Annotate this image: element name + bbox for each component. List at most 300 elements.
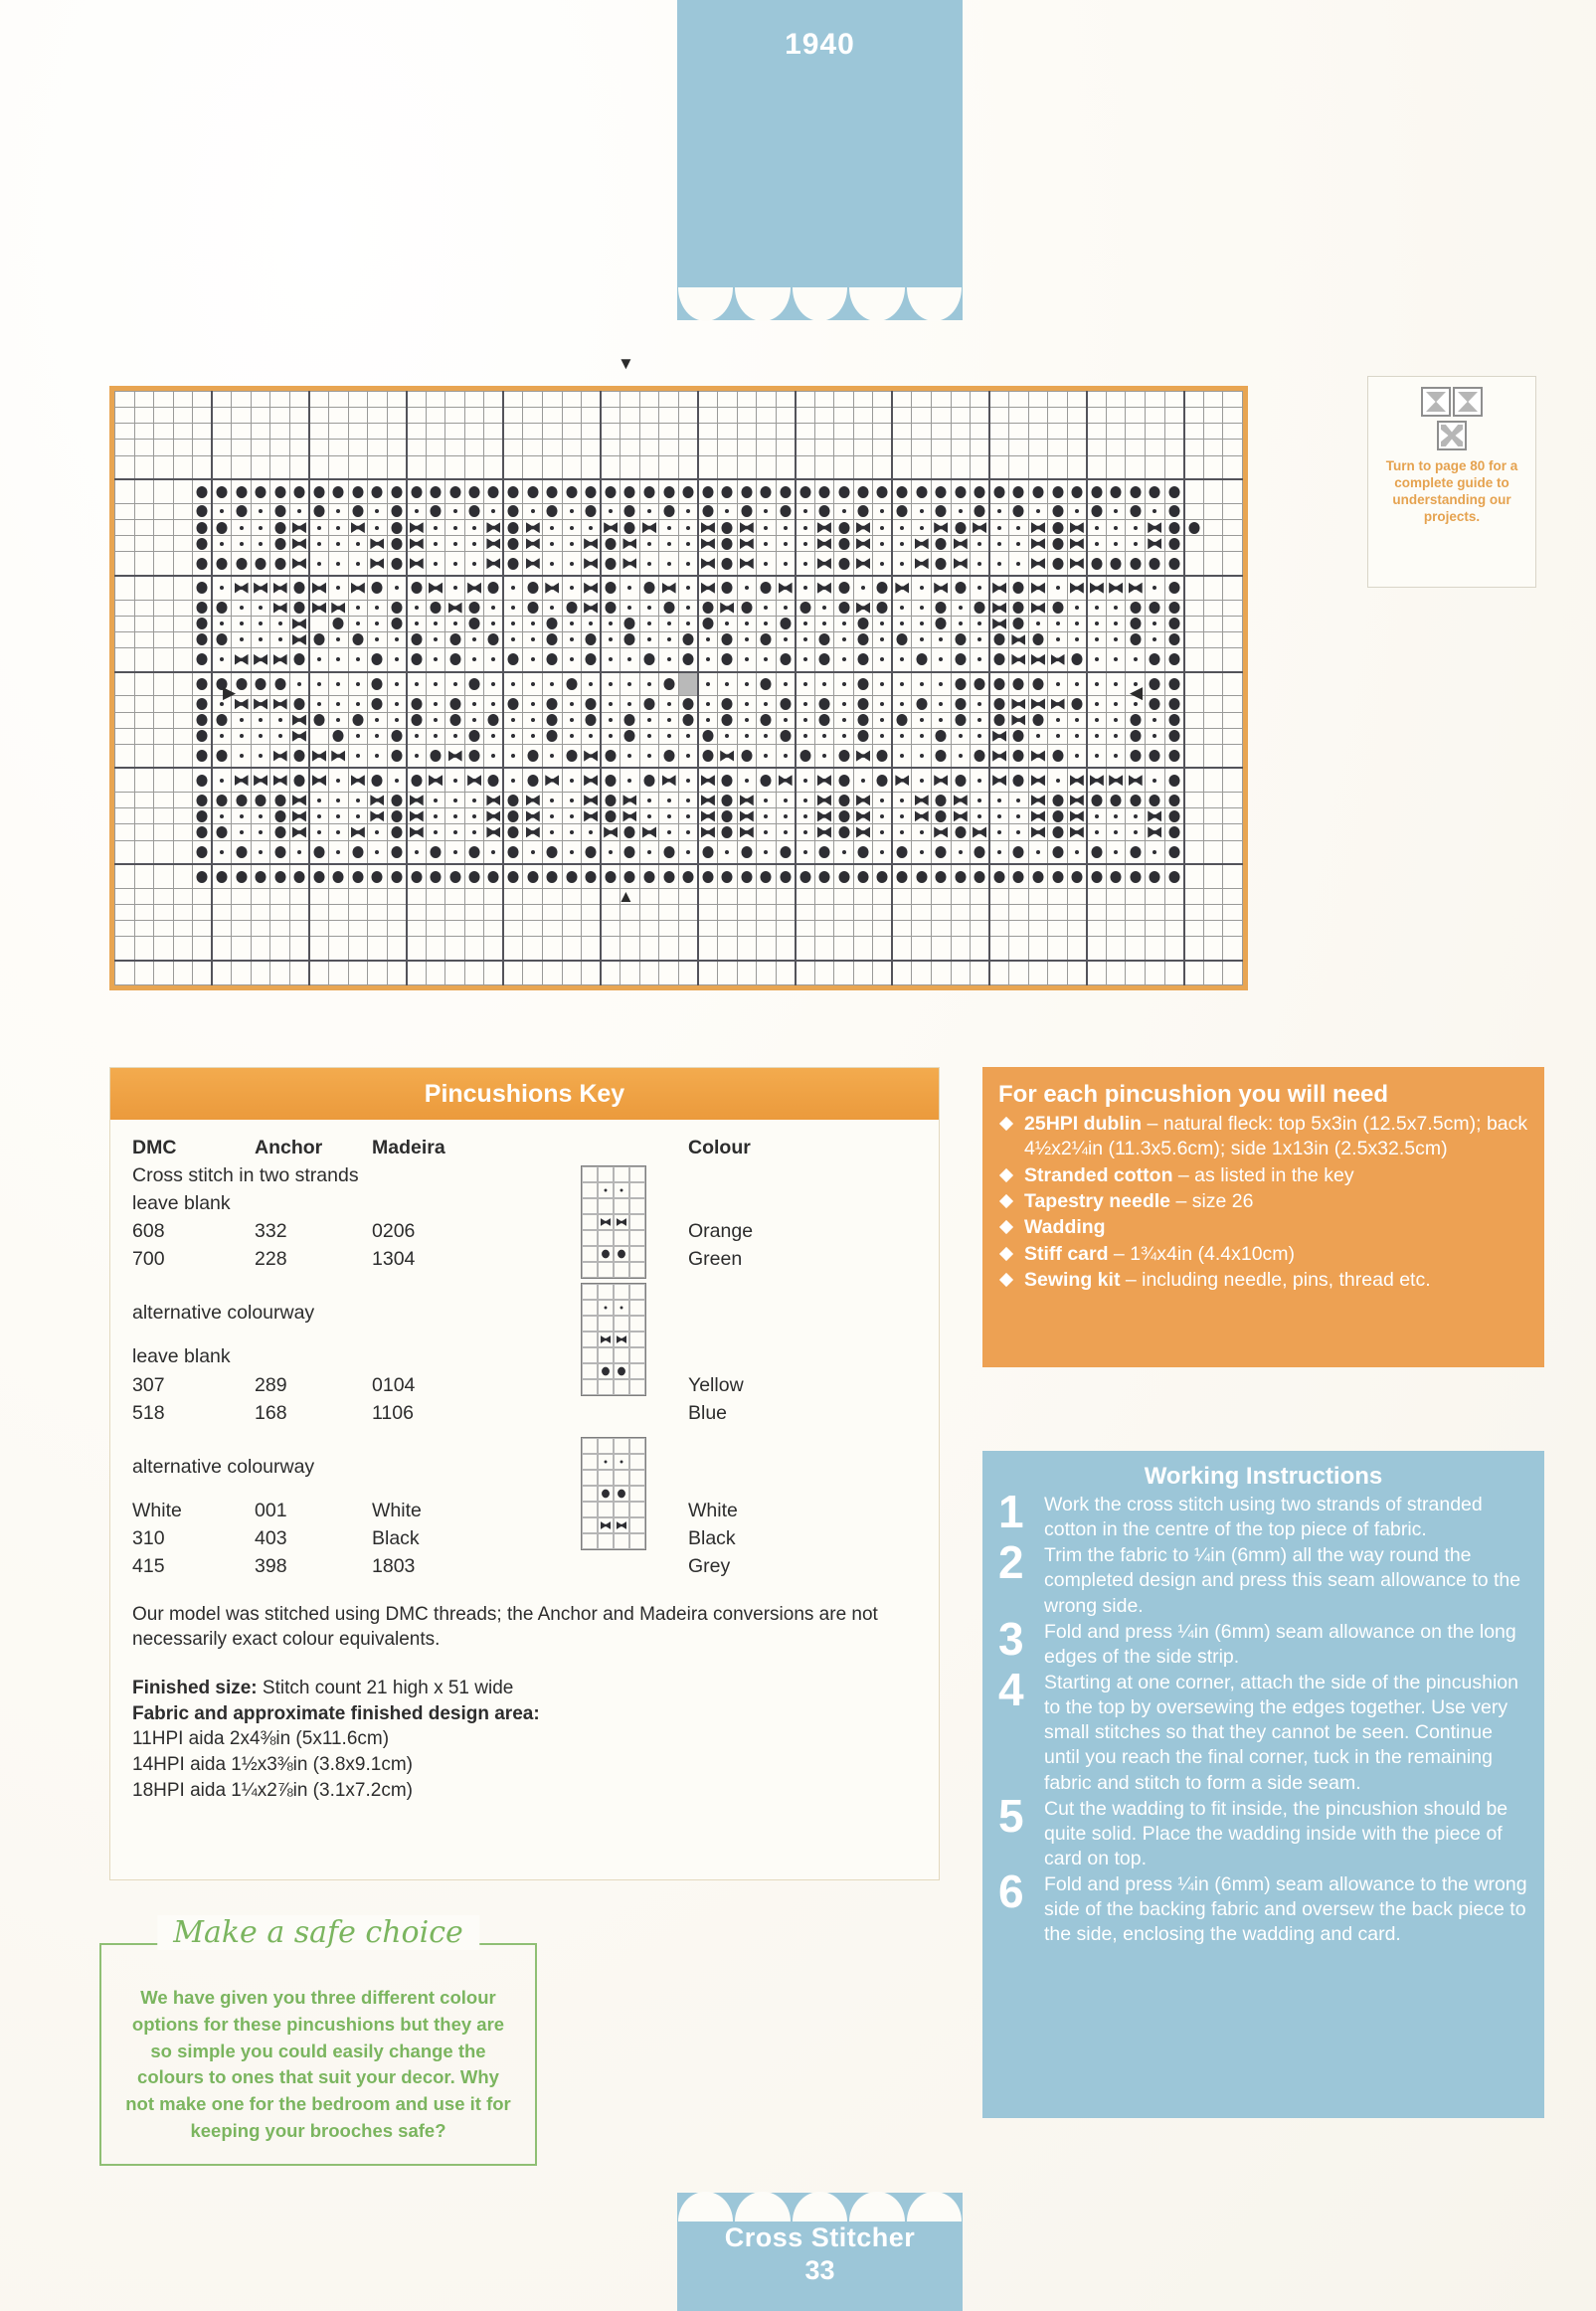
chart-cell bbox=[1126, 712, 1146, 728]
chart-cell bbox=[251, 824, 270, 840]
chart-cell bbox=[348, 937, 368, 961]
dot-symbol-icon bbox=[667, 734, 671, 738]
chart-cell bbox=[659, 520, 679, 536]
chart-cell bbox=[115, 424, 135, 440]
chart-cell bbox=[1184, 479, 1204, 503]
circle-symbol-icon bbox=[624, 846, 635, 858]
chart-cell bbox=[1067, 392, 1087, 408]
chart-cell bbox=[445, 648, 465, 672]
key-group bbox=[132, 1189, 917, 1273]
chart-cell bbox=[1087, 840, 1107, 864]
chart-cell bbox=[387, 536, 407, 552]
circle-symbol-icon bbox=[197, 633, 208, 645]
bowtie-symbol-icon bbox=[292, 731, 306, 742]
chart-cell bbox=[931, 921, 951, 937]
circle-symbol-icon bbox=[618, 1367, 625, 1376]
chart-cell bbox=[348, 672, 368, 696]
chart-cell bbox=[1184, 793, 1204, 808]
chart-cell bbox=[1223, 728, 1243, 744]
chart-cell bbox=[892, 905, 912, 921]
chart-cell bbox=[1028, 840, 1048, 864]
circle-symbol-icon bbox=[702, 602, 713, 614]
chart-cell bbox=[1184, 424, 1204, 440]
chart-cell bbox=[329, 503, 349, 519]
chart-cell bbox=[912, 631, 932, 647]
circle-symbol-icon bbox=[1130, 714, 1141, 726]
chart-cell bbox=[639, 961, 659, 985]
chart-cell bbox=[1164, 905, 1184, 921]
circle-symbol-icon bbox=[1091, 795, 1102, 806]
chart-cell bbox=[1164, 520, 1184, 536]
chart-cell bbox=[951, 552, 971, 576]
turn-to-page-text: Turn to page 80 for a complete guide to understanding our projects. bbox=[1385, 458, 1518, 524]
chart-cell bbox=[582, 552, 602, 576]
chart-cell bbox=[639, 744, 659, 768]
chart-cell bbox=[1106, 793, 1126, 808]
chart-cell bbox=[621, 696, 640, 712]
chart-cell bbox=[289, 455, 309, 479]
dot-symbol-icon bbox=[627, 754, 631, 758]
chart-cell bbox=[971, 864, 990, 888]
chart-cell bbox=[834, 864, 854, 888]
chart-cell bbox=[348, 808, 368, 824]
dot-symbol-icon bbox=[609, 850, 613, 854]
chart-cell bbox=[173, 503, 193, 519]
dot-symbol-icon bbox=[609, 718, 613, 722]
chart-cell bbox=[212, 520, 232, 536]
dot-symbol-icon bbox=[317, 542, 321, 546]
chart-cell bbox=[582, 864, 602, 888]
chart-cell bbox=[582, 696, 602, 712]
dot-symbol-icon bbox=[900, 657, 904, 661]
dot-symbol-icon bbox=[764, 606, 768, 610]
chart-cell bbox=[1223, 937, 1243, 961]
chart-cell bbox=[796, 600, 815, 616]
chart-cell bbox=[543, 520, 563, 536]
dot-symbol-icon bbox=[434, 830, 438, 834]
chart-cell bbox=[503, 552, 523, 576]
chart-cell bbox=[484, 712, 504, 728]
circle-symbol-icon bbox=[1168, 795, 1179, 806]
circle-symbol-icon bbox=[217, 486, 228, 498]
swatch-cell bbox=[629, 1347, 645, 1363]
chart-cell bbox=[154, 744, 174, 768]
chart-cell bbox=[232, 576, 252, 600]
chart-cell bbox=[621, 840, 640, 864]
chart-cell bbox=[1145, 479, 1164, 503]
dot-symbol-icon bbox=[336, 657, 340, 661]
chart-cell bbox=[134, 728, 154, 744]
chart-cell bbox=[1164, 808, 1184, 824]
circle-symbol-icon bbox=[527, 486, 538, 498]
circle-symbol-icon bbox=[197, 750, 208, 762]
chart-cell bbox=[1048, 793, 1068, 808]
chart-cell bbox=[678, 888, 698, 904]
chart-cell bbox=[1106, 616, 1126, 631]
chart-cell bbox=[503, 937, 523, 961]
swatch-cell bbox=[614, 1198, 629, 1214]
chart-cell bbox=[814, 728, 834, 744]
swatch-cell bbox=[598, 1246, 614, 1262]
chart-cell bbox=[601, 744, 621, 768]
circle-symbol-icon bbox=[1071, 698, 1082, 710]
chart-cell bbox=[639, 520, 659, 536]
circle-symbol-icon bbox=[391, 750, 402, 762]
chart-cell bbox=[1067, 808, 1087, 824]
chart-cell bbox=[232, 840, 252, 864]
chart-cell bbox=[484, 961, 504, 985]
chart-cell bbox=[853, 961, 873, 985]
chart-cell bbox=[1067, 888, 1087, 904]
chart-cell bbox=[853, 479, 873, 503]
chart-cell bbox=[1203, 576, 1223, 600]
instruction-step bbox=[998, 1486, 1528, 1542]
bowtie-symbol-icon bbox=[254, 775, 267, 786]
chart-cell bbox=[464, 408, 484, 424]
chart-cell bbox=[951, 455, 971, 479]
chart-cell bbox=[1223, 600, 1243, 616]
chart-cell bbox=[1203, 424, 1223, 440]
chart-cell bbox=[1106, 808, 1126, 824]
chart-cell bbox=[582, 520, 602, 536]
dot-symbol-icon bbox=[356, 702, 360, 706]
chart-cell bbox=[717, 616, 737, 631]
circle-symbol-icon bbox=[877, 750, 888, 762]
chart-cell bbox=[270, 696, 290, 712]
chart-cell bbox=[1087, 768, 1107, 792]
bowtie-symbol-icon bbox=[1129, 775, 1143, 786]
circle-symbol-icon bbox=[508, 486, 519, 498]
circle-symbol-icon bbox=[1052, 486, 1063, 498]
dot-symbol-icon bbox=[803, 509, 807, 513]
chart-cell bbox=[873, 631, 893, 647]
chart-cell bbox=[853, 503, 873, 519]
circle-symbol-icon bbox=[624, 505, 635, 517]
chart-cell bbox=[154, 648, 174, 672]
dot-symbol-icon bbox=[395, 682, 399, 686]
chart-cell bbox=[698, 768, 718, 792]
chart-cell bbox=[387, 793, 407, 808]
chart-cell bbox=[776, 728, 796, 744]
dot-symbol-icon bbox=[959, 734, 963, 738]
chart-cell bbox=[407, 672, 427, 696]
chart-cell bbox=[368, 536, 388, 552]
dot-symbol-icon bbox=[959, 509, 963, 513]
dot-symbol-icon bbox=[627, 657, 631, 661]
chart-cell bbox=[1223, 888, 1243, 904]
circle-symbol-icon bbox=[236, 505, 247, 517]
chart-cell bbox=[484, 824, 504, 840]
chart-cell bbox=[1145, 616, 1164, 631]
circle-symbol-icon bbox=[236, 678, 247, 690]
chart-cell bbox=[309, 392, 329, 408]
chart-cell bbox=[639, 921, 659, 937]
chart-cell bbox=[1067, 712, 1087, 728]
chart-cell bbox=[562, 479, 582, 503]
chart-cell bbox=[601, 840, 621, 864]
circle-symbol-icon bbox=[722, 810, 733, 822]
chart-cell bbox=[737, 961, 757, 985]
dot-symbol-icon bbox=[784, 637, 788, 641]
dot-symbol-icon bbox=[880, 562, 884, 566]
dot-symbol-icon bbox=[434, 799, 438, 802]
dot-symbol-icon bbox=[1095, 718, 1099, 722]
circle-symbol-icon bbox=[877, 582, 888, 594]
chart-cell bbox=[1048, 696, 1068, 712]
circle-symbol-icon bbox=[469, 678, 480, 690]
chart-cell bbox=[368, 600, 388, 616]
chart-cell bbox=[464, 552, 484, 576]
chart-cell bbox=[1067, 961, 1087, 985]
chart-cell bbox=[562, 392, 582, 408]
chart-cell bbox=[989, 631, 1009, 647]
dot-symbol-icon bbox=[686, 606, 690, 610]
chart-cell bbox=[1164, 600, 1184, 616]
chart-cell bbox=[523, 696, 543, 712]
chart-cell bbox=[154, 455, 174, 479]
bowtie-symbol-icon bbox=[1070, 522, 1084, 533]
chart-cell bbox=[1067, 840, 1087, 864]
chart-center-arrow-right: ◀ bbox=[1130, 683, 1144, 702]
chart-cell bbox=[407, 744, 427, 768]
instruction-step bbox=[998, 1536, 1528, 1618]
chart-cell bbox=[757, 440, 777, 455]
chart-cell bbox=[717, 408, 737, 424]
swatch-cell bbox=[629, 1246, 645, 1262]
chart-cell bbox=[814, 696, 834, 712]
dot-symbol-icon bbox=[1075, 637, 1079, 641]
chart-cell bbox=[601, 631, 621, 647]
circle-symbol-icon bbox=[1150, 653, 1160, 665]
chart-cell bbox=[445, 937, 465, 961]
dot-symbol-icon bbox=[259, 622, 263, 625]
dot-symbol-icon bbox=[706, 637, 710, 641]
swatch-cell bbox=[582, 1284, 598, 1300]
instruction-step-number: 5 bbox=[998, 1789, 1024, 1842]
chart-cell bbox=[659, 440, 679, 455]
chart-cell bbox=[1203, 648, 1223, 672]
chart-cell bbox=[445, 712, 465, 728]
chart-cell bbox=[678, 921, 698, 937]
chart-cell bbox=[601, 937, 621, 961]
chart-cell bbox=[329, 864, 349, 888]
chart-cell bbox=[737, 808, 757, 824]
chart-cell bbox=[796, 793, 815, 808]
chart-cell bbox=[776, 961, 796, 985]
dot-symbol-icon bbox=[511, 779, 515, 783]
chart-cell bbox=[796, 408, 815, 424]
chart-cell bbox=[912, 728, 932, 744]
chart-cell bbox=[796, 479, 815, 503]
chart-cell bbox=[971, 696, 990, 712]
chart-cell bbox=[776, 905, 796, 921]
chart-cell bbox=[1145, 408, 1164, 424]
chart-cell bbox=[1203, 793, 1223, 808]
circle-symbol-icon bbox=[274, 846, 285, 858]
dot-symbol-icon bbox=[491, 509, 495, 513]
chart-cell bbox=[329, 648, 349, 672]
chart-cell bbox=[309, 479, 329, 503]
dot-symbol-icon bbox=[434, 562, 438, 566]
dot-symbol-icon bbox=[764, 562, 768, 566]
bowtie-symbol-icon bbox=[1031, 538, 1045, 549]
chart-center-marker bbox=[678, 672, 698, 696]
chart-cell bbox=[1028, 631, 1048, 647]
dot-symbol-icon bbox=[900, 682, 904, 686]
chart-cell bbox=[931, 600, 951, 616]
circle-symbol-icon bbox=[391, 730, 402, 742]
circle-symbol-icon bbox=[547, 871, 558, 883]
chart-cell bbox=[407, 455, 427, 479]
chart-cell bbox=[814, 840, 834, 864]
circle-symbol-icon bbox=[197, 486, 208, 498]
dot-symbol-icon bbox=[589, 830, 593, 834]
dot-symbol-icon bbox=[375, 526, 379, 530]
chart-cell bbox=[931, 536, 951, 552]
chart-cell bbox=[289, 712, 309, 728]
chart-cell bbox=[348, 631, 368, 647]
chart-cell bbox=[193, 793, 213, 808]
chart-cell bbox=[971, 440, 990, 455]
chart-cell bbox=[873, 921, 893, 937]
bowtie-symbol-icon bbox=[486, 795, 500, 805]
circle-symbol-icon bbox=[449, 486, 460, 498]
chart-cell bbox=[873, 728, 893, 744]
dot-symbol-icon bbox=[570, 509, 574, 513]
chart-cell bbox=[1126, 961, 1146, 985]
chart-cell bbox=[193, 744, 213, 768]
dot-symbol-icon bbox=[977, 702, 981, 706]
chart-cell bbox=[601, 616, 621, 631]
chart-cell bbox=[1223, 536, 1243, 552]
chart-cell bbox=[776, 552, 796, 576]
chart-cell bbox=[1106, 648, 1126, 672]
chart-cell bbox=[601, 440, 621, 455]
bowtie-symbol-icon bbox=[292, 826, 306, 837]
chart-cell bbox=[776, 808, 796, 824]
chart-cell bbox=[853, 937, 873, 961]
dot-symbol-icon bbox=[570, 526, 574, 530]
chart-cell bbox=[329, 728, 349, 744]
circle-symbol-icon bbox=[761, 775, 772, 787]
circle-symbol-icon bbox=[955, 633, 966, 645]
chart-cell bbox=[1145, 600, 1164, 616]
chart-cell bbox=[251, 768, 270, 792]
chart-cell bbox=[309, 408, 329, 424]
chart-cell bbox=[757, 937, 777, 961]
chart-cell bbox=[115, 600, 135, 616]
circle-symbol-icon bbox=[936, 750, 947, 762]
dot-symbol-icon bbox=[803, 682, 807, 686]
chart-cell bbox=[1028, 576, 1048, 600]
swatch-cell bbox=[614, 1166, 629, 1182]
chart-cell bbox=[931, 840, 951, 864]
circle-symbol-icon bbox=[391, 618, 402, 629]
dot-symbol-icon bbox=[531, 682, 535, 686]
circle-symbol-icon bbox=[838, 582, 849, 594]
chart-cell bbox=[698, 672, 718, 696]
circle-symbol-icon bbox=[508, 538, 519, 550]
circle-symbol-icon bbox=[197, 522, 208, 534]
circle-symbol-icon bbox=[644, 775, 655, 787]
dot-symbol-icon bbox=[356, 682, 360, 686]
chart-cell bbox=[115, 768, 135, 792]
dot-symbol-icon bbox=[784, 542, 788, 546]
circle-symbol-icon bbox=[469, 846, 480, 858]
circle-symbol-icon bbox=[722, 486, 733, 498]
chart-cell bbox=[834, 600, 854, 616]
chart-cell bbox=[134, 479, 154, 503]
circle-symbol-icon bbox=[1130, 618, 1141, 629]
chart-cell bbox=[193, 536, 213, 552]
dot-symbol-icon bbox=[745, 622, 749, 625]
chart-cell bbox=[368, 479, 388, 503]
circle-symbol-icon bbox=[1168, 582, 1179, 594]
chart-cell bbox=[678, 520, 698, 536]
chart-cell bbox=[931, 552, 951, 576]
dot-symbol-icon bbox=[745, 734, 749, 738]
chart-cell bbox=[1126, 921, 1146, 937]
chart-cell bbox=[698, 616, 718, 631]
chart-cell bbox=[873, 479, 893, 503]
bowtie-symbol-icon bbox=[720, 751, 734, 762]
bowtie-symbol-icon bbox=[1031, 654, 1045, 665]
circle-symbol-icon bbox=[313, 871, 324, 883]
dot-symbol-icon bbox=[550, 814, 554, 818]
chart-row bbox=[115, 600, 1243, 616]
chart-cell bbox=[737, 552, 757, 576]
chart-cell bbox=[659, 648, 679, 672]
circle-symbol-icon bbox=[391, 795, 402, 806]
circle-symbol-icon bbox=[897, 633, 908, 645]
chart-cell bbox=[115, 392, 135, 408]
chart-cell bbox=[582, 455, 602, 479]
chart-cell bbox=[834, 440, 854, 455]
chart-cell bbox=[912, 696, 932, 712]
chart-cell bbox=[601, 808, 621, 824]
chart-cell bbox=[212, 921, 232, 937]
key-thread-row bbox=[132, 1245, 917, 1273]
circle-symbol-icon bbox=[197, 775, 208, 787]
circle-symbol-icon bbox=[197, 714, 208, 726]
chart-cell bbox=[853, 408, 873, 424]
chart-cell bbox=[1184, 552, 1204, 576]
dot-symbol-icon bbox=[706, 682, 710, 686]
swatch-cell bbox=[629, 1533, 645, 1549]
chart-cell bbox=[523, 503, 543, 519]
chart-cell bbox=[717, 808, 737, 824]
chart-cell bbox=[971, 961, 990, 985]
dot-symbol-icon bbox=[647, 718, 651, 722]
chart-cell bbox=[348, 840, 368, 864]
chart-cell bbox=[154, 905, 174, 921]
circle-symbol-icon bbox=[274, 505, 285, 517]
circle-symbol-icon bbox=[449, 633, 460, 645]
circle-symbol-icon bbox=[217, 633, 228, 645]
chart-cell bbox=[757, 648, 777, 672]
dot-symbol-icon bbox=[415, 622, 419, 625]
dot-symbol-icon bbox=[784, 526, 788, 530]
chart-cell bbox=[853, 793, 873, 808]
swatch-cell bbox=[598, 1502, 614, 1517]
bowtie-symbol-icon bbox=[601, 1521, 611, 1529]
chart-cell bbox=[1223, 479, 1243, 503]
chart-cell bbox=[523, 520, 543, 536]
swatch-cell bbox=[629, 1214, 645, 1230]
chart-cell bbox=[289, 631, 309, 647]
dot-symbol-icon bbox=[550, 606, 554, 610]
dot-symbol-icon bbox=[550, 562, 554, 566]
